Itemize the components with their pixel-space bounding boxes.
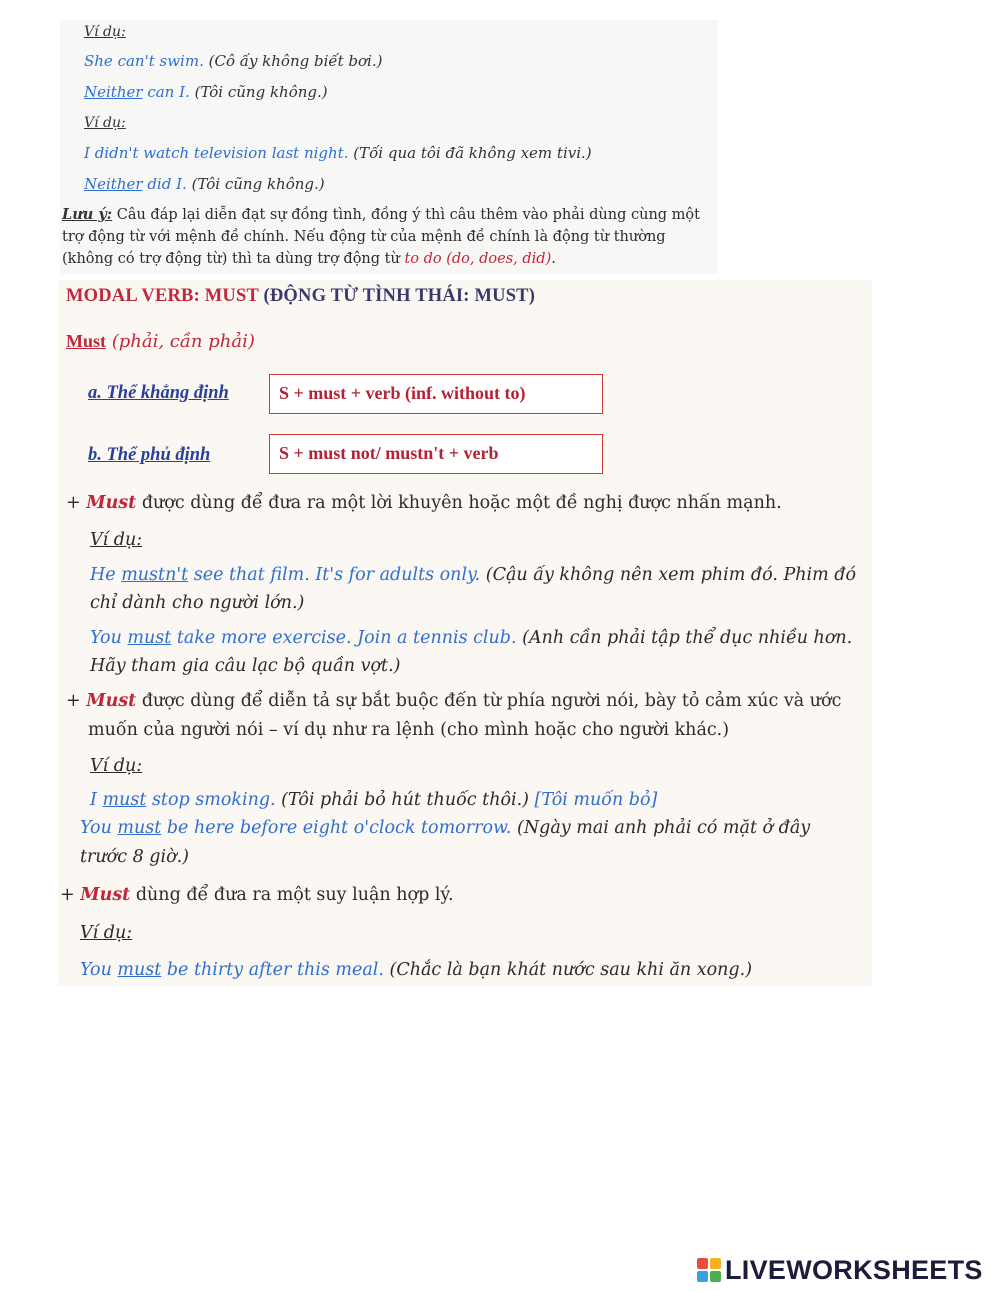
example-line: Hãy tham gia câu lạc bộ quần vợt.) (90, 656, 401, 676)
example-line: chỉ dành cho người lớn.) (90, 593, 305, 613)
must-definition: Must (phải, cần phải) (66, 331, 255, 352)
example-line: I didn't watch television last night. (Tối qua tôi đã không xem tivi.) (84, 144, 592, 162)
example-line: He mustn't see that film. It's for adults only. (Cậu ấy không nên xem phim đó. Phim đó (90, 565, 857, 585)
negative-formula: S + must not/ mustn't + verb (269, 434, 603, 474)
example-label: Ví dụ: (90, 756, 143, 776)
logo-text: LIVEWORKSHEETS (725, 1254, 983, 1285)
affirmative-formula: S + must + verb (inf. without to) (269, 374, 603, 414)
logo-square (710, 1271, 721, 1282)
logo-square (697, 1258, 708, 1269)
logo-square (697, 1271, 708, 1282)
example-label: Ví dụ: (84, 24, 126, 40)
note-paragraph: Lưu ý: Câu đáp lại diễn đạt sự đồng tình, đồng ý thì câu thêm vào phải dùng cùng một trợ động từ với mệnh đề chính. Nếu động từ của mệnh đề chính là động từ thường (không có trợ động từ) thì ta dùng trợ động từ to do (do, does, did). (62, 206, 700, 267)
must-section (58, 280, 872, 986)
usage-rule-cont: muốn của người nói – ví dụ như ra lệnh (cho mình hoặc cho người khác.) (88, 720, 730, 740)
example-line: Neither did I. (Tôi cũng không.) (84, 175, 325, 193)
example-line: She can't swim. (Cô ấy không biết bơi.) (84, 52, 383, 70)
logo-square (710, 1258, 721, 1269)
usage-rule: + Must được dùng để đưa ra một lời khuyên hoặc một đề nghị được nhấn mạnh. (66, 493, 782, 513)
example-label: Ví dụ: (90, 530, 143, 550)
section-heading: MODAL VERB: MUST (ĐỘNG TỪ TÌNH THÁI: MUST) (66, 286, 536, 306)
example-line: You must be here before eight o'clock tomorrow. (Ngày mai anh phải có mặt ở đây (80, 818, 811, 838)
negative-label: b. Thể phủ định (88, 445, 211, 465)
example-line: You must take more exercise. Join a tennis club. (Anh cần phải tập thể dục nhiều hơn. (90, 628, 853, 648)
example-line: I must stop smoking. (Tôi phải bỏ hút thuốc thôi.) [Tôi muốn bỏ] (90, 790, 658, 810)
example-line: You must be thirty after this meal. (Chắc là bạn khát nước sau khi ăn xong.) (80, 960, 753, 980)
usage-rule: + Must được dùng để diễn tả sự bắt buộc đến từ phía người nói, bày tỏ cảm xúc và ước (66, 691, 842, 711)
example-line: Neither can I. (Tôi cũng không.) (84, 83, 328, 101)
example-label: Ví dụ: (84, 115, 126, 131)
example-label: Ví dụ: (80, 923, 133, 943)
affirmative-label: a. Thể khẳng định (88, 383, 229, 403)
logo-icon (697, 1258, 721, 1282)
example-line: trước 8 giờ.) (80, 847, 189, 867)
liveworksheets-logo[interactable] (697, 1255, 983, 1285)
top-section (60, 20, 718, 274)
usage-rule: + Must dùng để đưa ra một suy luận hợp lý. (60, 885, 454, 905)
